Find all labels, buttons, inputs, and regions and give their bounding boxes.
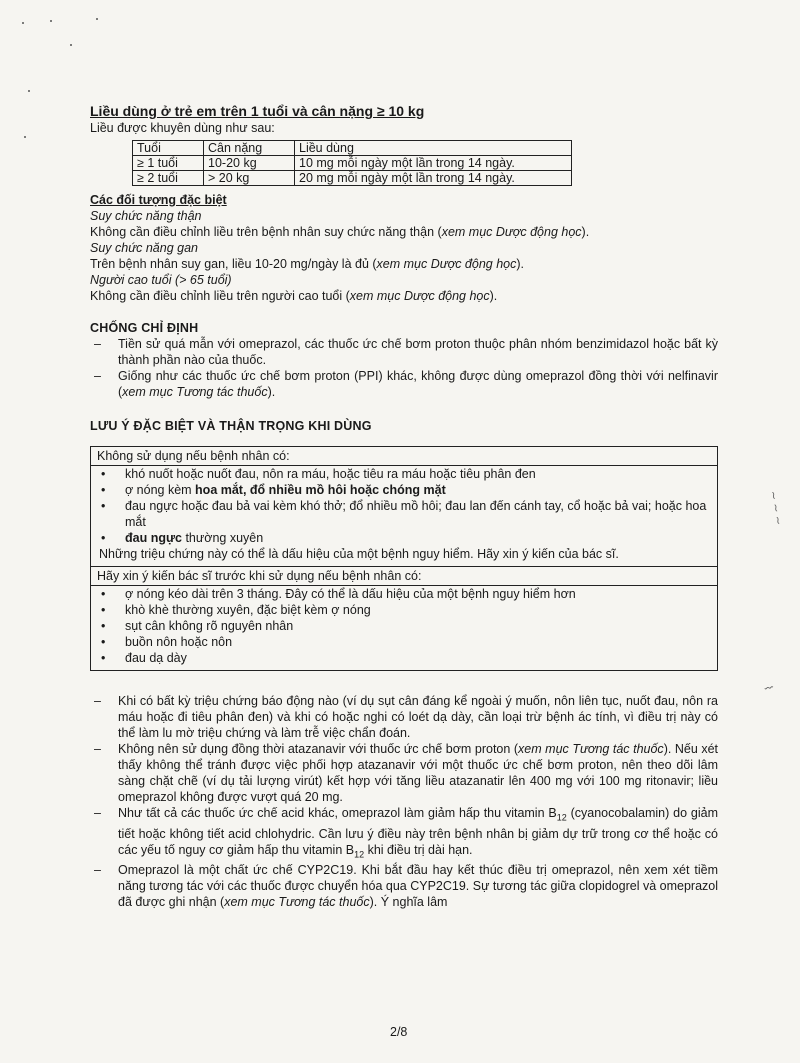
renal-text [90,224,718,240]
scan-speck [70,44,72,46]
spacer [90,671,718,693]
dosage-intro: Liều được khuyên dùng như sau: [90,121,275,135]
contraindication-item [90,368,718,400]
cross-reference: xem mục Tương tác thuốc [122,385,268,399]
dosage-title: Liều dùng ở trẻ em trên 1 tuổi và cân nặng ≥ 10 kg [90,103,425,119]
text-run: ). [581,225,590,239]
subscript: 12 [354,849,365,859]
elderly-label: Người cao tuổi (> 65 tuổi) [90,273,232,287]
list-item: • buồn nôn hoặc nôn [125,634,709,650]
elderly-text [90,288,718,304]
table-cell: ≥ 2 tuổi [133,171,204,186]
warnings-title: LƯU Ý ĐẶC BIỆT VÀ THẬN TRỌNG KHI DÙNG [90,419,372,433]
table-cell: > 20 kg [204,171,295,186]
text-run: ). Nếu xét thấy không thể tránh được việc phối hợp atazanavir với một thuốc ức chế bơm proton, nên theo dõi lâm sàng chặt chẽ (ví dụ tải lượng virút) kết hợp với tăng liều atazanatir lên 400 mg với 100 mg ritonavir; liều omeprazol không được vượt quá 20 mg. [118,742,719,804]
text-run: ợ nóng kèm [125,483,196,497]
subscript: 12 [556,812,567,823]
text-run: Như tất cả các thuốc ức chế acid khác, omeprazol làm giảm hấp thu vitamin B [118,806,557,820]
cross-reference: xem mục Dược động học [349,289,490,303]
list-item: • sụt cân không rõ nguyên nhân [125,618,709,634]
table-cell: ≥ 1 tuổi [133,156,204,171]
cross-reference: xem mục Dược động học [441,225,582,239]
hepatic-text [90,256,718,272]
text-run: ). [267,385,276,399]
consult-box-body [91,586,717,670]
table-header-cell: Liều dùng [295,141,572,156]
margin-handwriting: ~ ~ ~ [766,489,786,527]
bold-text: hoa mắt, đổ nhiều mồ hôi hoặc chóng mặt [195,483,446,497]
warning-note: Những triệu chứng này có thể là dấu hiệu của một bệnh nguy hiểm. Hãy xin ý kiến của bác sĩ. [99,547,619,561]
warning-box-header: Không sử dụng nếu bệnh nhân có: [91,447,717,466]
scan-speck [28,90,30,92]
renal-label: Suy chức năng thận [90,209,202,223]
text-run: ). [516,257,525,271]
text-run: Không cần điều chỉnh liều trên người cao tuổi ( [90,289,350,303]
warning-box [90,446,718,671]
cross-reference: xem mục Tương tác thuốc [224,895,370,909]
text-run: Không nên sử dụng đồng thời atazanavir với thuốc ức chế bơm proton ( [118,742,519,756]
hepatic-label: Suy chức năng gan [90,241,198,255]
consult-box-header: Hãy xin ý kiến bác sĩ trước khi sử dụng nếu bệnh nhân có: [91,566,717,586]
list-item: • ợ nóng kéo dài trên 3 tháng. Đây có thể là dấu hiệu của một bệnh nguy hiểm hơn [125,586,709,602]
dosage-table [132,140,572,186]
table-row [133,171,572,186]
warning-box-body [91,466,717,566]
table-header-cell: Tuổi [133,141,204,156]
margin-handwriting: ⌇ [761,684,776,692]
list-item: • đau dạ dày [125,650,709,666]
text-run: Trên bệnh nhân suy gan, liều 10-20 mg/ngày là đủ ( [90,257,377,271]
list-item: • khó nuốt hoặc nuốt đau, nôn ra máu, hoặc tiêu ra máu hoặc tiêu phân đen [125,466,709,482]
cross-reference: xem mục Dược động học [376,257,517,271]
page-number: 2/8 [390,1025,408,1039]
table-cell: 10 mg mỗi ngày một lần trong 14 ngày. [295,156,572,171]
warning-list [99,466,709,546]
contraindication-item: – Tiền sử quá mẫn với omeprazol, các thuốc ức chế bơm proton thuộc phân nhóm benzimidazol hoặc bất kỳ thành phần nào của thuốc. [90,336,718,368]
scan-speck [22,22,24,24]
text-run: Giống như các thuốc ức chế bơm proton (PPI) khác, không được dùng omeprazol đồng thời với nelfinavir ( [118,369,718,399]
list-item [125,482,709,498]
text-run: ). Ý nghĩa lâm [369,895,448,909]
table-header-cell: Cân nặng [204,141,295,156]
precaution-paragraph: – Khi có bất kỳ triệu chứng báo động nào (ví dụ sụt cân đáng kể ngoài ý muốn, nôn liên tục, nuốt đau, nôn ra máu hoặc đi tiêu phân đen) và khi có hoặc nghi có loét dạ dày, cần loại trừ bệnh ác tính, vì điều trị này có thể làm lu mờ triệu chứng và làm trễ việc chẩn đoán. [90,693,718,741]
table-header-row [133,141,572,156]
text-run: Omeprazol là một chất ức chế CYP2C19. Khi bắt đầu hay kết thúc điều trị omeprazol, nên xem xét tiềm năng tương tác với các thuốc được chuyển hóa qua CYP2C19. Sự tương tác giữa clopidogrel và omeprazol đã được ghi nhận ( [118,863,718,909]
precaution-paragraph [90,862,718,910]
scan-speck [50,20,52,22]
list-item: • khò khè thường xuyên, đặc biệt kèm ợ nóng [125,602,709,618]
list-item [125,530,709,546]
consult-list [99,586,709,666]
bold-text: đau ngực [125,531,182,545]
table-row [133,156,572,171]
contraindications-title: CHỐNG CHỈ ĐỊNH [90,321,199,335]
text-run: Không cần điều chỉnh liều trên bệnh nhân suy chức năng thận ( [90,225,442,239]
scan-speck [24,136,26,138]
text-run: thường xuyên [181,531,264,545]
text-run: khi điều trị dài hạn. [364,842,473,857]
precaution-paragraph [90,805,718,862]
text-run: (cyanocobalamin) do giảm tiết hoặc không tiết acid chlohydric. Cần lưu ý điều này trên bệnh nhân bị giảm dự trữ trong cơ thể hoặc có các yếu tố nguy cơ giảm hấp thu vitamin B [118,806,718,857]
text-run: ). [489,289,498,303]
cross-reference: xem mục Tương tác thuốc [518,742,664,756]
scan-speck [96,18,98,20]
document-page [90,102,718,910]
precaution-paragraph [90,741,718,805]
list-item: • đau ngực hoặc đau bả vai kèm khó thở; đổ nhiều mồ hôi; đau lan đến cánh tay, cổ hoặc bả vai; hoặc hoa mắt [125,498,709,530]
table-cell: 20 mg mỗi ngày một lần trong 14 ngày. [295,171,572,186]
table-cell: 10-20 kg [204,156,295,171]
special-title: Các đối tượng đặc biệt [90,193,227,207]
